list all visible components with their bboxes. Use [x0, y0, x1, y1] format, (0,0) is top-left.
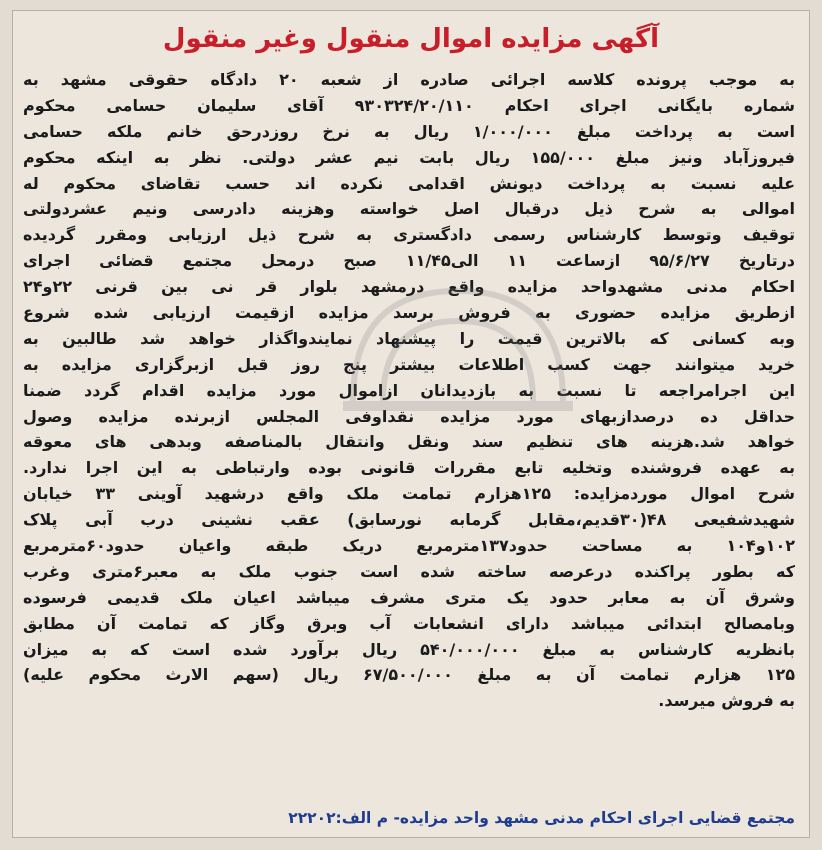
body-line: است به پرداخت مبلغ ۱/۰۰۰/۰۰۰ ریال به نرخ روزدرحق خانم ملکه حسامی: [23, 121, 795, 141]
body-line: به عهده فروشنده وتخلیه تابع مقررات قانونی بوده وارتباطی به این اجرا ندارد.: [23, 458, 795, 478]
body-line: حداقل ده درصدازبهای مورد مزایده نقداوفی المجلس ازبرنده مزایده وصول: [23, 406, 795, 426]
body-line: احکام مدنی مشهدواحد مزایده واقع درمشهد بلوار قر نی بین قرنی ۲۲و۲۴: [23, 277, 795, 297]
body-line: خرید میتوانند جهت کسب اطلاعات بیشتر پنج روز قبل ازبرگزاری مزایده به: [23, 354, 795, 374]
body-line: ۱۲۵ هزارم تمامت آن به مبلغ ۶۷/۵۰۰/۰۰۰ ریال (سهم الارث محکوم علیه): [23, 665, 795, 685]
body-line: فیروزآباد ونیز مبلغ ۱۵۵/۰۰۰ ریال بابت نیم عشر دولتی. نظر به اینکه محکوم: [23, 147, 795, 167]
body-line-last: به فروش میرسد.: [658, 691, 795, 711]
body-line: وشرق آن به معابر حدود یک متری مشرف میباشد اعیان ملک قدیمی فرسوده: [23, 587, 795, 607]
body-line: ۱۰۲و۱۰۴ به مساحت حدود۱۳۷مترمربع دریک طبقه واعیان حدود۶۰مترمربع: [23, 536, 795, 556]
body-line: خواهد شد.هزینه های تنظیم سند ونقل وانتقال بالمناصفه وبدهی های معوقه: [23, 432, 795, 452]
body-line: اموالی به شرح ذیل درقبال اصل خواسته وهزینه دادرسی ونیم عشردولتی: [23, 199, 795, 219]
body-line: شهیدشفیعی ۴۸(۳۰قدیم،مقابل گرمابه نورسابق) عقب نشینی درب آبی پلاک: [23, 510, 795, 530]
notice-title: آگهی مزایده اموال منقول وغیر منقول: [162, 24, 660, 54]
body-line: شماره بایگانی اجرای احکام ۹۳۰۳۲۴/۲۰/۱۱۰ آقای سلیمان حسامی محکوم: [23, 95, 795, 115]
body-line: علیه نسبت به پرداخت دیونش اقدامی نکرده اند حسب تقاضای محکوم له: [23, 173, 795, 193]
auction-notice: [12, 10, 810, 838]
notice-body: [23, 67, 795, 714]
body-line: بانظریه کارشناس به مبلغ ۵۴۰/۰۰۰/۰۰۰ ریال برآورد شده است که به میزان: [23, 639, 795, 659]
body-line: این اجرامراجعه تا نسبت به بازدیدانان ازاموال مورد مزایده اقدام گردد ضمنا: [23, 380, 795, 400]
body-line: ازطریق مزایده حضوری به فروش برسد مزایده ازقیمت ارزیابی شده شروع: [23, 303, 795, 323]
body-line: توقیف وتوسط کارشناس رسمی دادگستری به شرح ذیل ارزیابی ومقرر گردیده: [23, 225, 795, 245]
body-line: درتاریخ ۹۵/۶/۲۷ ازساعت ۱۱ الی۱۱/۴۵ صبح درمحل مجتمع قضائی اجرای: [23, 251, 795, 271]
body-line: به موجب پرونده کلاسه اجرائی صادره از شعبه ۲۰ دادگاه حقوقی مشهد به: [23, 70, 795, 89]
body-line: وبه کسانی که بالاترین قیمت را پیشنهاد نمایندواگذار خواهد شد طالبین به: [23, 328, 795, 348]
body-line: وبامصالح ابتدائی میباشد دارای انشعابات آب وبرق وگاز که تمامت آن مطابق: [23, 613, 795, 633]
notice-footer: مجتمع قضایی اجرای احکام مدنی مشهد واحد مزایده- م الف:۲۲۲۰۲: [288, 809, 795, 827]
body-line: که بطور پراکنده درعرصه ساخته شده است جنوب ملک به معبر۶متری وغرب: [23, 561, 795, 581]
body-line: شرح اموال موردمزایده: ۱۲۵هزارم تمامت ملک واقع درشهید آوینی ۳۳ خیابان: [23, 484, 795, 504]
